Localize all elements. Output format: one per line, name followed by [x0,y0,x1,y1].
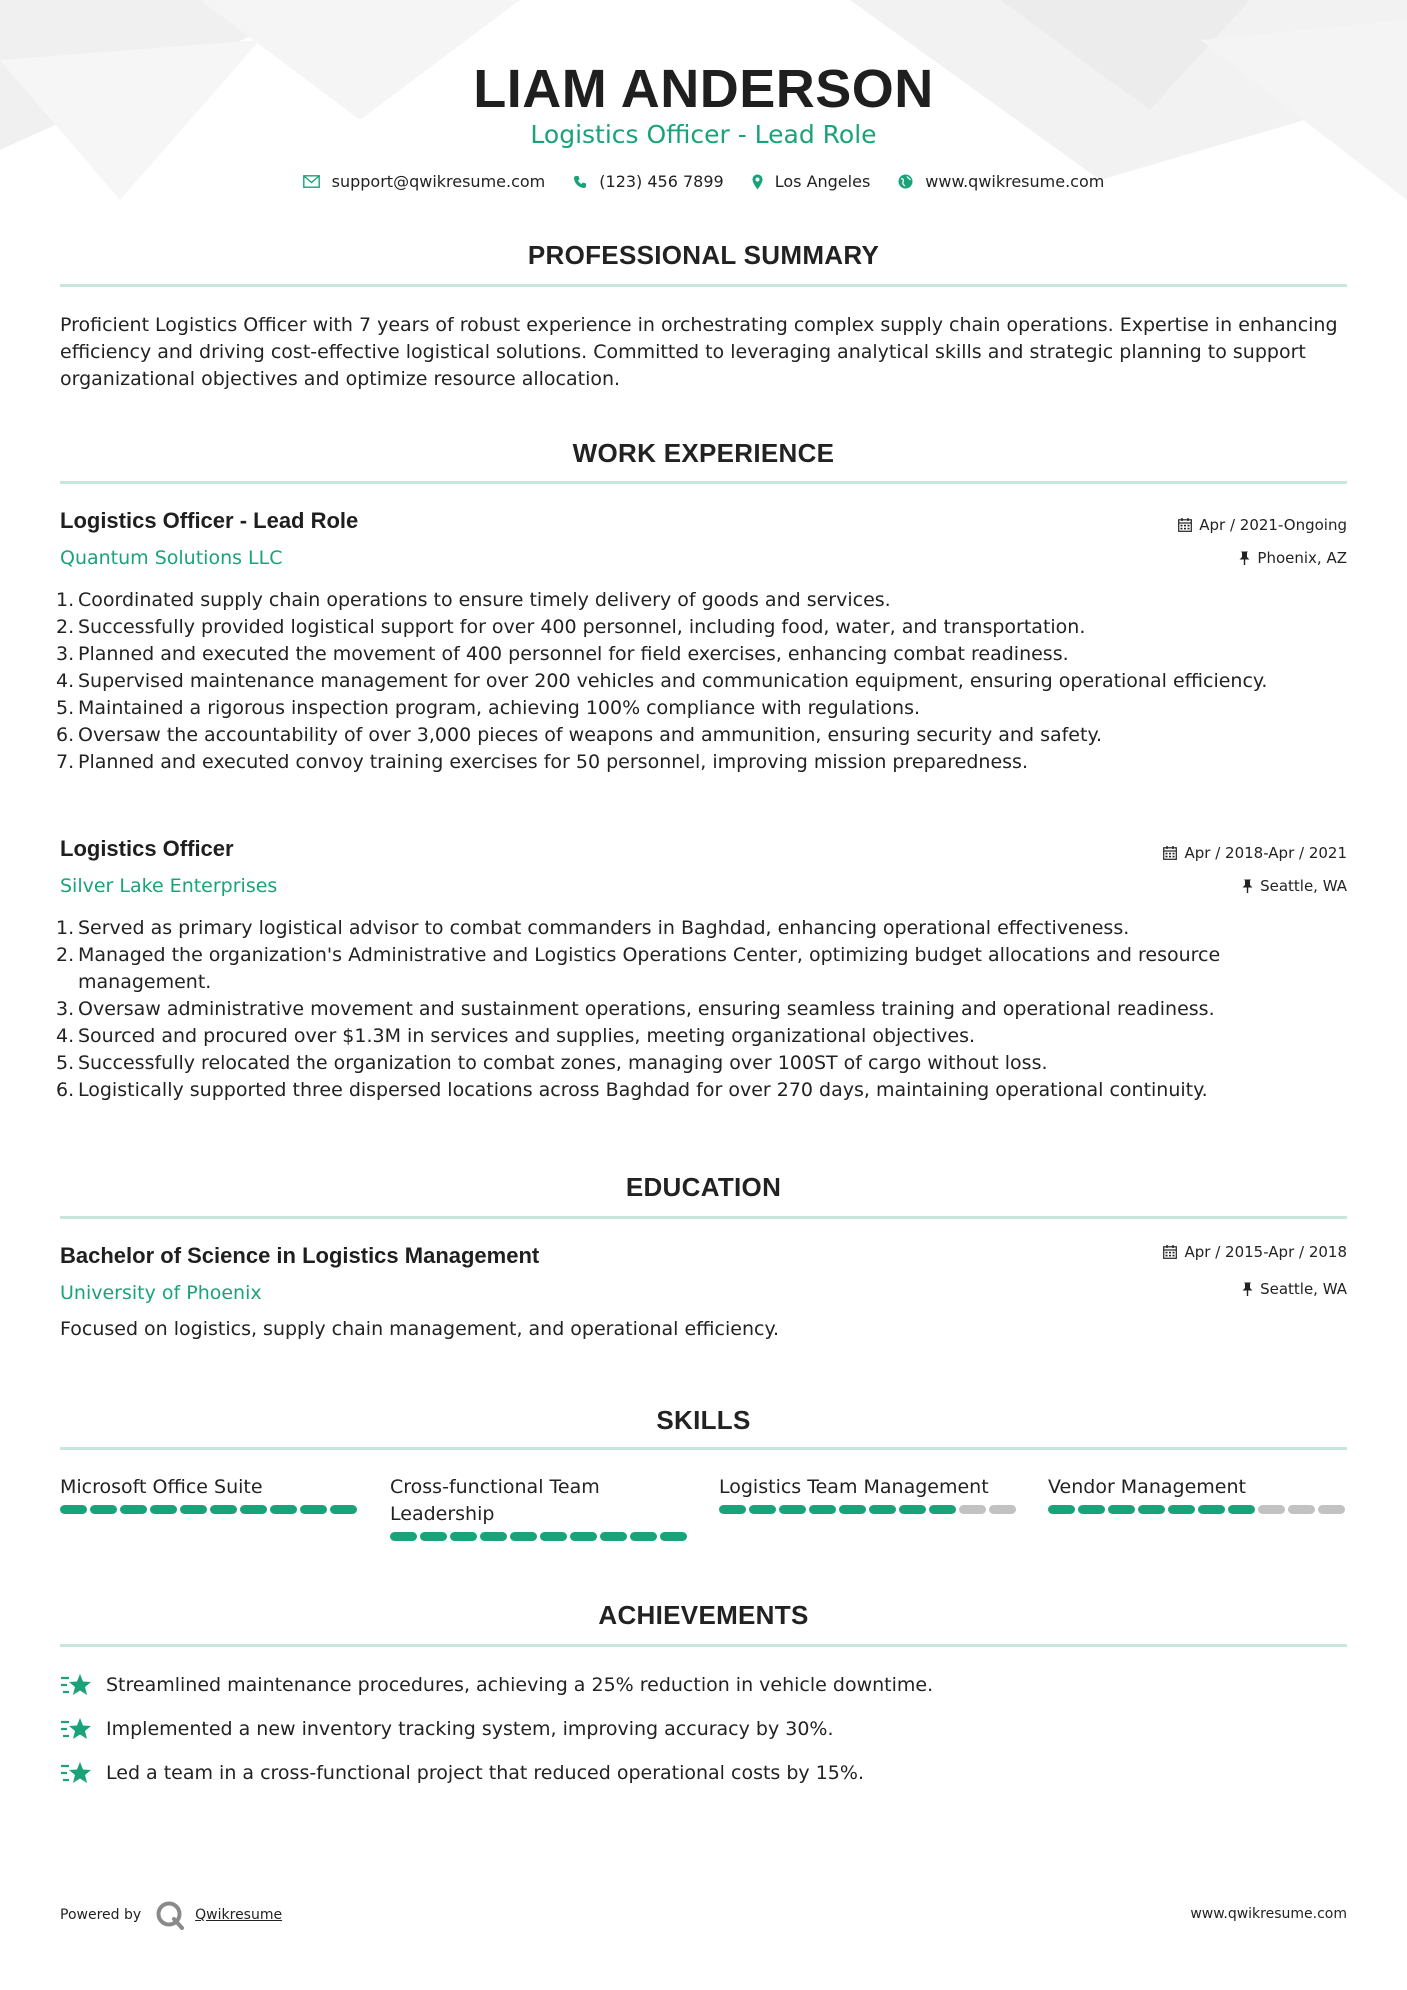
job-bullets-2 [56,915,1350,1104]
skill-segment-filled [270,1505,297,1514]
list-item: 4. Sourced and procured over $1.3M in services and supplies, meeting organizational objectives. [56,1025,976,1047]
skill-segment-filled [1078,1505,1105,1514]
skill-segment-filled [180,1505,207,1514]
skill-segment-filled [480,1532,507,1541]
skill-segment-filled [1198,1505,1225,1514]
skill-segment-filled [1108,1505,1135,1514]
education-location-text: Seattle, WA [1260,1280,1347,1298]
skill-segment-filled [570,1532,597,1541]
job-bullets-1 [56,587,1350,776]
candidate-role: Logistics Officer - Lead Role [530,120,877,149]
job-title-2: Logistics Officer [60,836,234,861]
powered-by-label: Powered by [60,1907,142,1923]
skill-segment-empty [1258,1505,1285,1514]
education-school: University of Phoenix [60,1282,262,1304]
summary-text: Proficient Logistics Officer with 7 years of robust experience in orchestrating complex supply chain operations. Expertise in enhancing efficiency and driving cost-effective logistical solutions. Committed to leveraging analytical skills and strategic planning to support organizational objectives and optimize resource allocation. [60,314,1338,390]
shooting-star-icon [60,1672,92,1698]
list-item: 3. Oversaw administrative movement and sustainment operations, ensuring seamless training and operational readiness. [56,998,1215,1020]
skill-name: Microsoft Office Suite [60,1476,263,1498]
candidate-name: LIAM ANDERSON [473,59,934,119]
phone-text: (123) 456 7899 [599,172,724,191]
phone-icon [573,175,587,189]
achievement-text: Led a team in a cross-functional project that reduced operational costs by 15%. [106,1762,864,1784]
pushpin-icon [1239,551,1250,565]
contact-location [752,172,871,191]
skill-name: Cross-functional Team Leadership [390,1476,600,1525]
skill-segment-filled [90,1505,117,1514]
skill-level-bar [60,1505,360,1514]
shooting-star-icon [60,1716,92,1742]
qwikresume-logo-icon [155,1900,185,1930]
summary-heading: PROFESSIONAL SUMMARY [527,240,880,270]
skill-segment-filled [1048,1505,1075,1514]
calendar-icon [1178,518,1192,532]
skill-item [719,1474,1019,1514]
list-item: 5. Maintained a rigorous inspection program, achieving 100% compliance with regulations. [56,697,921,719]
skill-segment-filled [929,1505,956,1514]
skill-segment-empty [1288,1505,1315,1514]
footer-powered-by [60,1900,282,1930]
job-title-1: Logistics Officer - Lead Role [60,508,359,533]
website-text: www.qwikresume.com [925,172,1105,191]
achievement-text: Implemented a new inventory tracking system, improving accuracy by 30%. [106,1718,834,1740]
skill-segment-empty [989,1505,1016,1514]
skill-segment-filled [420,1532,447,1541]
experience-heading: WORK EXPERIENCE [572,438,835,468]
list-item: 1. Coordinated supply chain operations to ensure timely delivery of goods and services. [56,589,891,611]
contact-email[interactable] [303,172,546,191]
job-location-text-1: Phoenix, AZ [1257,549,1347,567]
skill-segment-filled [210,1505,237,1514]
skill-segment-filled [719,1505,746,1514]
experience-divider [60,481,1347,484]
skill-segment-filled [1228,1505,1255,1514]
job-location-text-2: Seattle, WA [1260,877,1347,895]
job-dates-1 [1178,516,1347,534]
envelope-icon [303,175,320,188]
map-pin-icon [752,174,763,190]
skill-segment-filled [660,1532,687,1541]
list-item: 6. Logistically supported three dispersed locations across Baghdad for over 270 days, maintaining operational continuity. [56,1079,1208,1101]
education-description: Focused on logistics, supply chain management, and operational efficiency. [60,1318,780,1340]
achievement-text: Streamlined maintenance procedures, achieving a 25% reduction in vehicle downtime. [106,1674,934,1696]
job-dates-text-2: Apr / 2018-Apr / 2021 [1184,844,1347,862]
list-item: 5. Successfully relocated the organization to combat zones, managing over 100ST of cargo without loss. [56,1052,1048,1074]
calendar-icon [1163,846,1177,860]
globe-icon [898,174,913,189]
skill-segment-filled [120,1505,147,1514]
achievements-heading: ACHIEVEMENTS [598,1600,809,1630]
job-location-2 [1242,877,1347,895]
achievement-item [60,1716,834,1742]
job-dates-text-1: Apr / 2021-Ongoing [1199,516,1347,534]
pushpin-icon [1242,879,1253,893]
skill-segment-filled [330,1505,357,1514]
skill-item [1048,1474,1348,1514]
contact-phone[interactable] [573,172,723,191]
skill-segment-filled [540,1532,567,1541]
email-text: support@qwikresume.com [331,172,546,191]
skill-segment-filled [630,1532,657,1541]
footer-website[interactable]: www.qwikresume.com [1190,1906,1347,1922]
list-item: 3. Planned and executed the movement of 400 personnel for field exercises, enhancing combat readiness. [56,643,1069,665]
education-divider [60,1216,1347,1219]
achievement-item [60,1672,933,1698]
list-item: 4. Supervised maintenance management for over 200 vehicles and communication equipment, ensuring operational efficiency. [56,670,1268,692]
skills-divider [60,1447,1347,1450]
skill-segment-filled [450,1532,477,1541]
skill-item [390,1474,690,1541]
skill-segment-filled [749,1505,776,1514]
skill-segment-filled [390,1532,417,1541]
education-dates [1163,1243,1347,1261]
skill-segment-filled [60,1505,87,1514]
skill-segment-filled [839,1505,866,1514]
list-item: 1. Served as primary logistical advisor to combat commanders in Baghdad, enhancing operational effectiveness. [56,917,1130,939]
skill-segment-filled [779,1505,806,1514]
job-company-1: Quantum Solutions LLC [60,547,283,569]
pushpin-icon [1242,1282,1253,1296]
skills-heading: SKILLS [656,1405,751,1435]
education-heading: EDUCATION [625,1172,782,1202]
contact-website[interactable] [898,172,1104,191]
location-text: Los Angeles [774,172,871,191]
job-location-1 [1239,549,1347,567]
job-dates-2 [1163,844,1347,862]
education-dates-text: Apr / 2015-Apr / 2018 [1184,1243,1347,1261]
skill-level-bar [390,1532,690,1541]
list-item: 7. Planned and executed convoy training exercises for 50 personnel, improving mission preparedness. [56,751,1028,773]
skill-item [60,1474,360,1514]
qwikresume-link[interactable]: Qwikresume [195,1907,283,1923]
skill-segment-filled [1138,1505,1165,1514]
list-item: 2. Managed the organization's Administrative and Logistics Operations Center, optimizing budget allocations and resource management. [56,944,1221,993]
skill-segment-filled [869,1505,896,1514]
list-item: 6. Oversaw the accountability of over 3,000 pieces of weapons and ammunition, ensuring security and safety. [56,724,1103,746]
achievements-divider [60,1644,1347,1647]
contact-bar [0,172,1407,191]
calendar-icon [1163,1245,1177,1259]
skill-segment-empty [959,1505,986,1514]
skill-segment-filled [240,1505,267,1514]
education-degree: Bachelor of Science in Logistics Management [60,1243,540,1268]
skill-segment-empty [1318,1505,1345,1514]
list-item: 2. Successfully provided logistical support for over 400 personnel, including food, water, and transportation. [56,616,1086,638]
shooting-star-icon [60,1760,92,1786]
job-company-2: Silver Lake Enterprises [60,875,278,897]
summary-divider [60,284,1347,287]
skill-segment-filled [510,1532,537,1541]
skill-segment-filled [899,1505,926,1514]
skill-segment-filled [300,1505,327,1514]
skill-segment-filled [150,1505,177,1514]
education-location [1242,1280,1347,1298]
skill-level-bar [1048,1505,1348,1514]
skill-segment-filled [600,1532,627,1541]
skill-level-bar [719,1505,1019,1514]
skill-name: Vendor Management [1048,1476,1246,1498]
skill-segment-filled [1168,1505,1195,1514]
achievement-item [60,1760,864,1786]
skill-name: Logistics Team Management [719,1476,989,1498]
skill-segment-filled [809,1505,836,1514]
